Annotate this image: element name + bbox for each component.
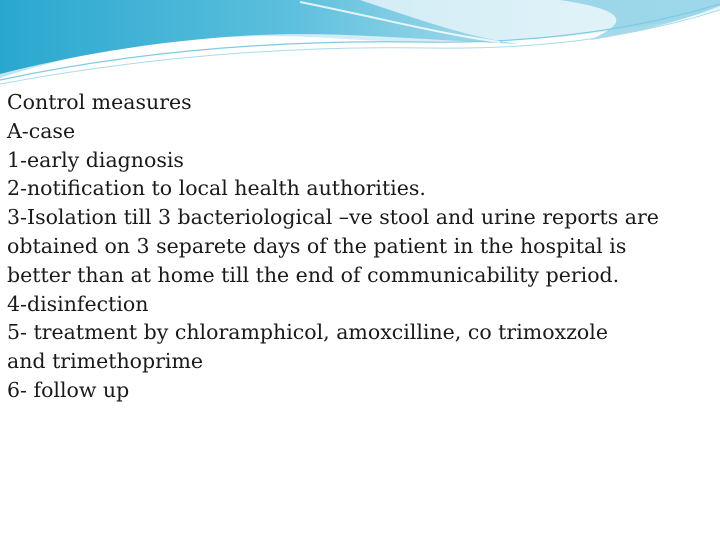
text-line: obtained on 3 separete days of the patient in the hospital is (7, 233, 627, 258)
heading-line: Control measures (7, 90, 192, 114)
text-line: 2-notification to local health authorities. (7, 176, 426, 201)
slide-body-text (7, 88, 713, 405)
text-line: 3-Isolation till 3 bacteriological –ve stool and urine reports are (7, 205, 659, 230)
text-line: 4-disinfection (7, 291, 149, 316)
header-wave-decoration (0, 0, 720, 90)
text-line: and trimethoprime (7, 349, 204, 374)
text-line: 1-early diagnosis (7, 147, 184, 172)
text-line: A-case (7, 118, 76, 143)
text-line: 5- treatment by chloramphicol, amoxcilline, co trimoxzole (7, 320, 608, 345)
text-line: better than at home till the end of communicability period. (7, 262, 620, 287)
text-line: 6- follow up (7, 377, 130, 402)
